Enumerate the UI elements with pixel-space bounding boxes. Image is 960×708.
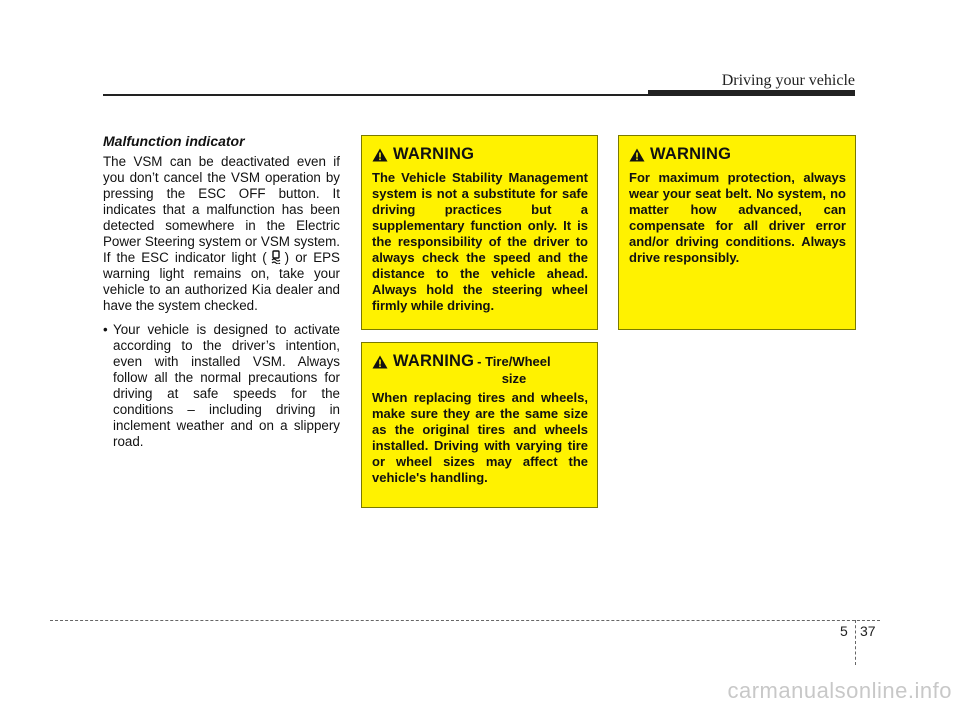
warning-box-tire (361, 342, 598, 508)
warning-triangle-icon (629, 148, 645, 162)
warning-title-row (372, 145, 588, 164)
warning-title: WARNING (393, 145, 475, 163)
footer-rule (50, 620, 880, 621)
warning-box-seatbelt (618, 135, 856, 330)
warning-subtitle-line2: size (501, 371, 527, 386)
warning-text: When replacing tires and wheels, make sure they are the same size as the original tires and wheels installed. Driving with varying tire or wheel sizes may affect the vehicle's handling. (372, 390, 588, 485)
header-rule (103, 94, 648, 96)
page-number: 37 (860, 623, 876, 639)
malfunction-paragraph (103, 154, 340, 314)
bullet-list (103, 322, 340, 450)
header-rule-thick (648, 90, 855, 96)
warning-text: The Vehicle Stability Management system is not a substitute for safe driving practices but a supplementary function only. It is the responsibility of the driver to always check the speed and the distance to the vehicle ahead. Always hold the steering wheel firmly while driving. (372, 170, 588, 313)
warning-box-vsm (361, 135, 598, 330)
warning-title: WARNING (393, 352, 475, 370)
section-title: Driving your vehicle (721, 72, 855, 89)
warning-triangle-icon (372, 355, 388, 369)
warning-triangle-icon (372, 148, 388, 162)
left-column (103, 133, 340, 450)
watermark: carmanualsonline.info (727, 678, 952, 703)
warning-subtitle: - Tire/Wheel (477, 354, 551, 369)
warning-title: WARNING (650, 145, 732, 163)
esc-indicator-icon (269, 250, 283, 264)
paragraph-text-1: The VSM can be deactivated even if you don’t cancel the VSM operation by pressing the ESC OFF button. It indicates that a malfunction has been detected somewhere in the Electric Power Steering system or VSM system. If the ESC indicator light ( (103, 154, 340, 265)
footer-divider (855, 620, 856, 665)
warning-text: For maximum protection, always wear your seat belt. No system, no matter how advanced, can compensate for all driver error and/or driving conditions. Always drive responsibly. (629, 170, 846, 265)
warning-title-row (629, 145, 846, 164)
chapter-number: 5 (840, 623, 848, 639)
list-item: • Your vehicle is designed to activate according to the driver’s intention, even with installed VSM. Always follow all the normal precautions for driving at safe speeds for the conditions – including driving in inclement weather and on a slippery road. (103, 322, 340, 450)
warning-title-row (372, 352, 588, 371)
malfunction-heading: Malfunction indicator (103, 133, 245, 149)
paragraph-text-2: ) or EPS warning light remains on, take your vehicle to an authorized Kia dealer and have the system checked. (103, 250, 340, 313)
